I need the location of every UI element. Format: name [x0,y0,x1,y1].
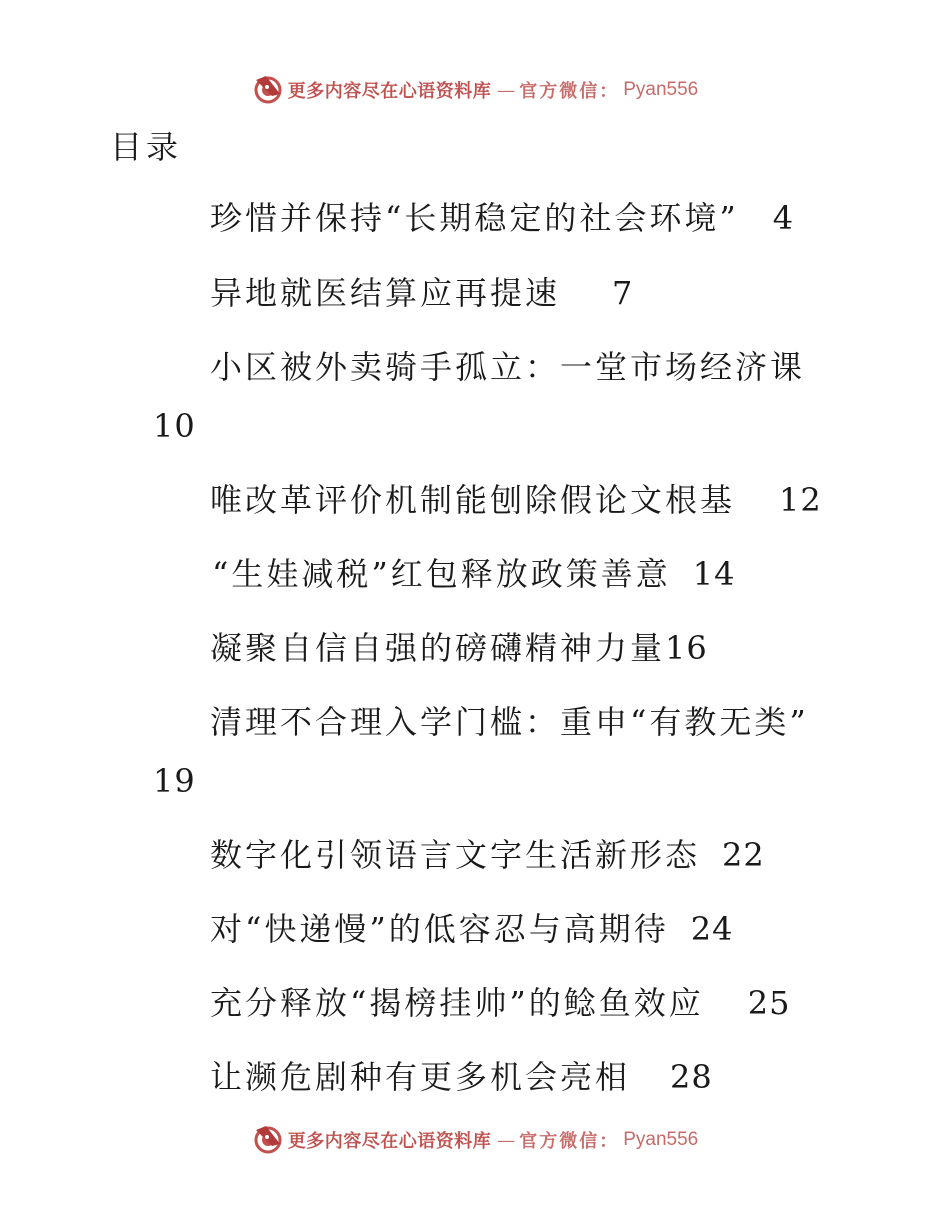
toc-entry [210,478,822,522]
toc-entry-page: 12 [779,481,822,519]
toc-entry-page: 4 [772,199,795,237]
toc-entry [210,981,790,1025]
pen-nib-logo-icon [252,74,284,106]
header-watermark [0,70,950,110]
toc-entry-title: 小区被外卖骑手孤立：一堂市场经济课 [210,348,806,386]
toc-entry [210,196,794,240]
watermark-official-label: 官方微信： [519,1131,620,1152]
toc-entry-title-line [210,345,805,389]
footer-watermark [0,1120,950,1160]
toc-entry-title: 数字化引领语言文字生活新形态 [210,836,701,874]
toc-entry-page: 19 [153,762,196,800]
toc-entry-page: 28 [670,1058,713,1096]
toc-entry-title-line [210,700,809,744]
toc-entry-page: 25 [747,984,791,1022]
watermark-brand-text: 更多内容尽在心语资料库 [287,1131,492,1152]
toc-entry-title: 凝聚自信自强的磅礴精神力量 [210,629,666,667]
toc-entry-page: 22 [722,836,765,874]
toc-entry [212,552,735,596]
toc-title: 目录 [110,128,183,166]
watermark-brand-text: 更多内容尽在心语资料库 [287,81,492,102]
toc-entry-title: 珍惜并保持“长期稳定的社会环境” [210,199,739,237]
toc-entry-title: “生娃减税”红包释放政策善意 [212,555,671,593]
toc-entry [210,1055,713,1099]
watermark-dash: — [497,1129,516,1151]
toc-entry-title: 异地就医结算应再提速 [210,274,561,312]
toc-entry-title: 让濒危剧种有更多机会亮相 [210,1058,631,1096]
toc-entry-page: 10 [153,407,196,445]
pen-nib-logo-icon [252,1124,284,1156]
watermark-wechat-id: Pyan556 [623,79,699,100]
toc-entry-page-line [153,759,196,803]
toc-entry [210,833,765,877]
toc-entry [210,626,708,670]
toc-entry-page: 14 [692,555,736,593]
watermark-official-label: 官方微信： [519,81,620,102]
toc-entry-page: 7 [612,274,634,312]
watermark-wechat-id: Pyan556 [623,1129,699,1150]
toc-entry-title: 充分释放“揭榜挂帅”的鲶鱼效应 [210,984,704,1022]
watermark-dash: — [497,79,516,101]
toc-entry-title: 唯改革评价机制能刨除假论文根基 [210,481,736,519]
toc-entry-page: 24 [690,910,734,948]
toc-entry-title: 清理不合理入学门槛：重申“有教无类” [210,703,809,741]
toc-entry [210,907,733,951]
toc-entry-title: 对“快递慢”的低容忍与高期待 [210,910,669,948]
toc-entry [210,271,633,315]
toc-entry-page-line [153,404,196,448]
toc-entry-page: 16 [665,629,708,667]
